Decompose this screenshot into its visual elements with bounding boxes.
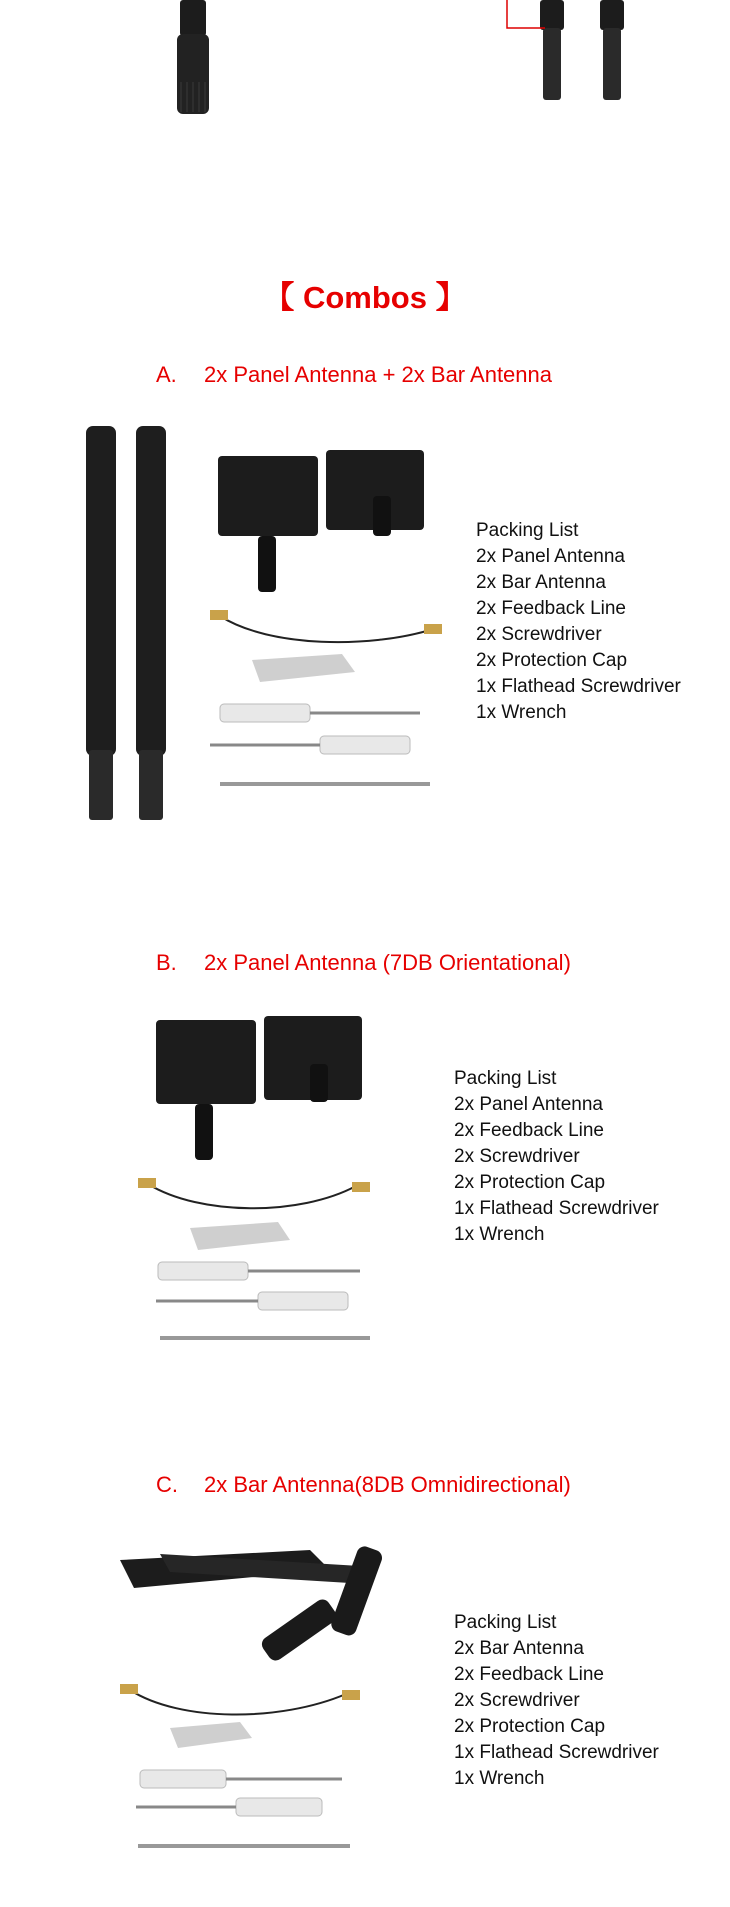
section-b-label: B. xyxy=(156,950,177,975)
list-item: 2x Bar Antenna xyxy=(454,1638,584,1659)
list-item: 2x Protection Cap xyxy=(454,1172,606,1193)
list-item: 1x Flathead Screwdriver xyxy=(454,1742,659,1763)
list-item: 2x Feedback Line xyxy=(454,1664,604,1685)
list-item: 1x Wrench xyxy=(476,702,567,723)
list-item: 1x Flathead Screwdriver xyxy=(454,1198,659,1219)
section-a-heading: 2x Panel Antenna + 2x Bar Antenna xyxy=(204,362,552,387)
section-b-title xyxy=(156,950,571,976)
list-item: 2x Protection Cap xyxy=(476,650,628,671)
list-item: 2x Screwdriver xyxy=(454,1146,580,1167)
section-c-photo xyxy=(110,1540,410,1860)
section-b-photo xyxy=(120,1010,420,1350)
list-item: 2x Feedback Line xyxy=(476,598,626,619)
list-item: 2x Bar Antenna xyxy=(476,572,606,593)
section-b-packing-list xyxy=(454,1066,659,1248)
section-a-title xyxy=(156,362,552,388)
list-item: 1x Wrench xyxy=(454,1224,545,1245)
list-item: 2x Panel Antenna xyxy=(454,1094,603,1115)
top-antenna-photo xyxy=(0,0,730,130)
list-item: 2x Protection Cap xyxy=(454,1716,606,1737)
section-c-heading: 2x Bar Antenna(8DB Omnidirectional) xyxy=(204,1472,571,1497)
packing-header: Packing List xyxy=(454,1068,557,1089)
packing-header: Packing List xyxy=(476,520,579,541)
section-c-title xyxy=(156,1472,571,1498)
combos-heading: 【 Combos 】 xyxy=(263,280,467,315)
packing-header: Packing List xyxy=(454,1612,557,1633)
list-item: 2x Feedback Line xyxy=(454,1120,604,1141)
section-c-label: C. xyxy=(156,1472,178,1497)
section-a-photo xyxy=(70,420,450,820)
section-b-heading: 2x Panel Antenna (7DB Orientational) xyxy=(204,950,571,975)
section-c-packing-list xyxy=(454,1610,659,1792)
list-item: 2x Panel Antenna xyxy=(476,546,625,567)
list-item: 1x Wrench xyxy=(454,1768,545,1789)
list-item: 2x Screwdriver xyxy=(454,1690,580,1711)
list-item: 1x Flathead Screwdriver xyxy=(476,676,681,697)
section-a-packing-list xyxy=(476,518,681,726)
section-a-label: A. xyxy=(156,362,177,387)
list-item: 2x Screwdriver xyxy=(476,624,602,645)
